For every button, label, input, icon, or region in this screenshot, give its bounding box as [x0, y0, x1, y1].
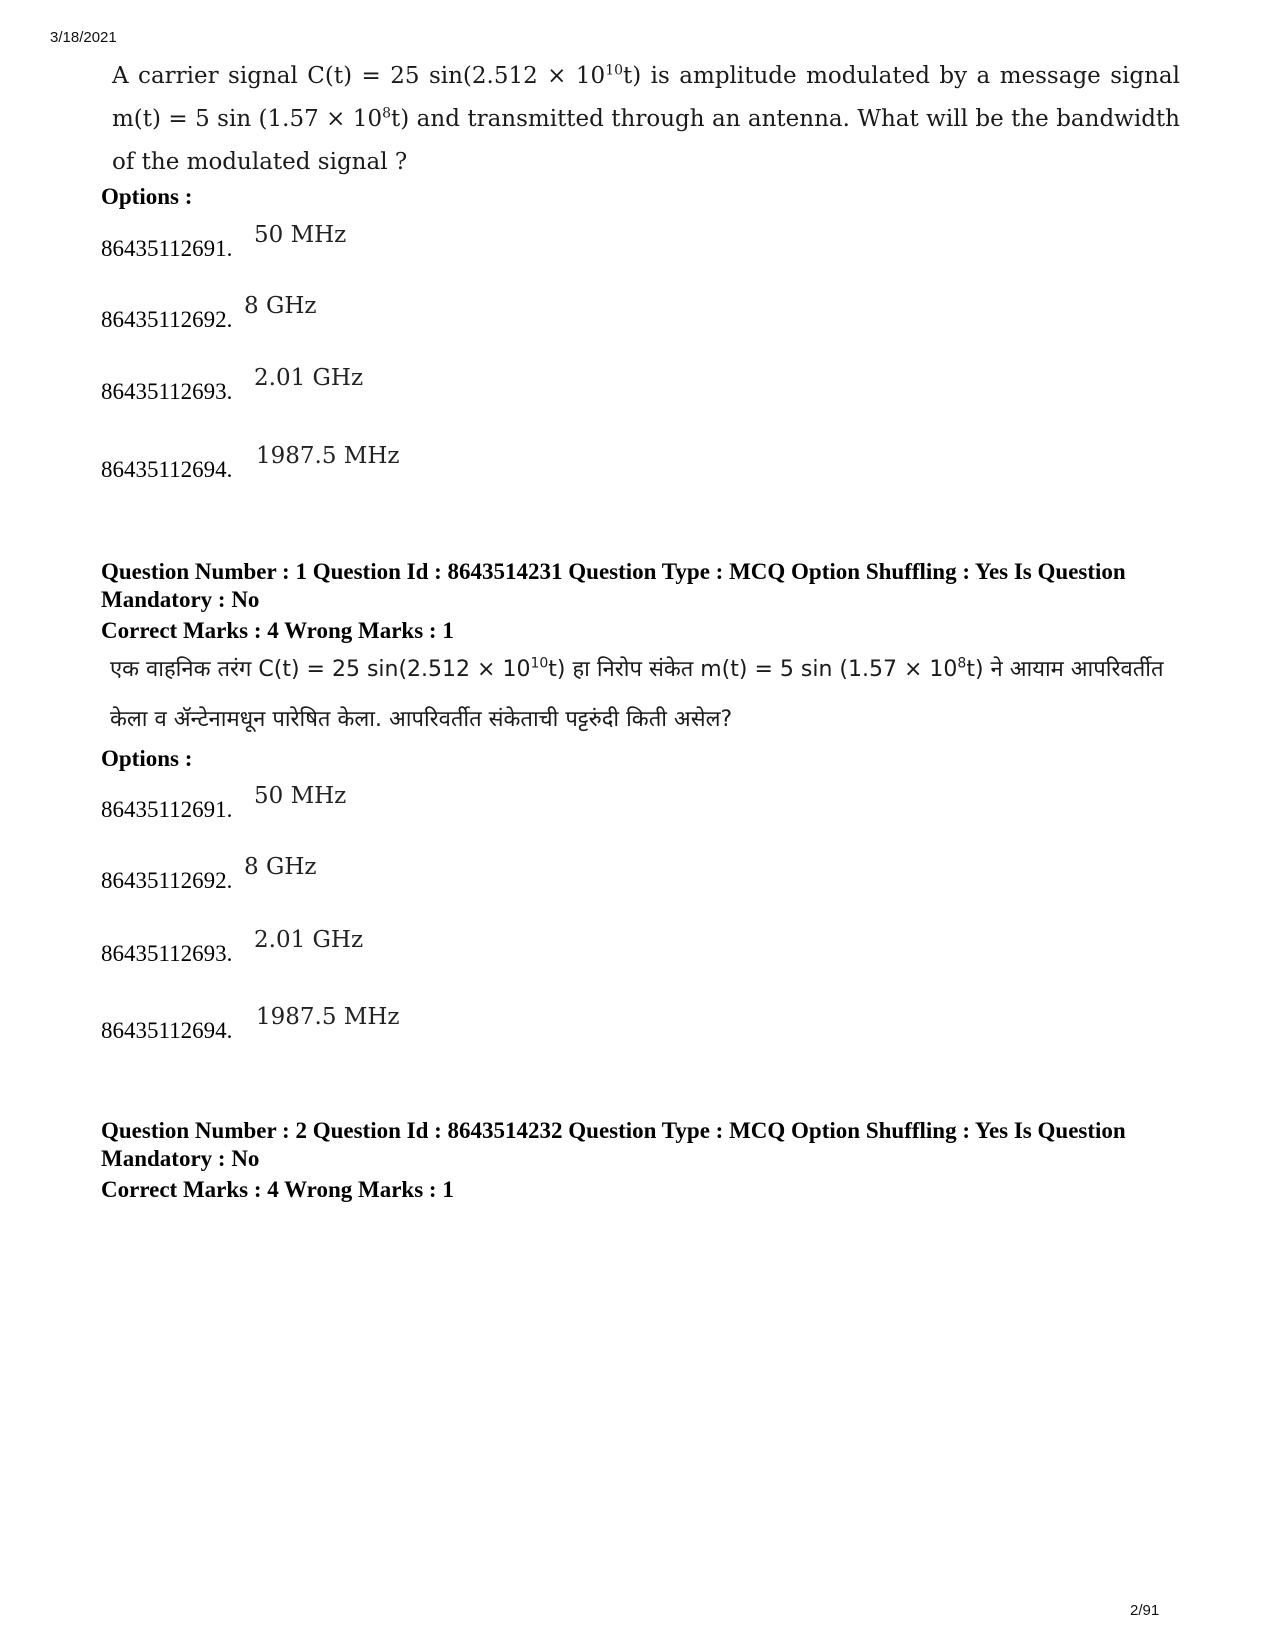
option-value: 50 MHz: [254, 783, 347, 809]
option-id: 86435112691.: [101, 797, 233, 822]
options-label: Options :: [101, 184, 193, 209]
print-date: 3/18/2021: [50, 29, 117, 46]
option-id: 86435112691.: [101, 236, 233, 261]
option-value: 8 GHz: [244, 293, 317, 319]
question-marks: Correct Marks : 4 Wrong Marks : 1: [101, 618, 454, 643]
option-id: 86435112694.: [101, 457, 233, 482]
option-id: 86435112693.: [101, 379, 233, 404]
option-id: 86435112693.: [101, 941, 233, 966]
options-label: Options :: [101, 746, 193, 771]
question-meta: Question Number : 1 Question Id : 8643514231 Question Type : MCQ Option Shuffling : Yes Is Question Mandatory : No: [101, 559, 1126, 612]
option-id: 86435112692.: [101, 307, 233, 332]
option-value: 2.01 GHz: [254, 927, 364, 953]
question-marks: Correct Marks : 4 Wrong Marks : 1: [101, 1177, 454, 1202]
page-number: 2/91: [1130, 1602, 1160, 1619]
question-text: एक वाहनिक तरंग C(t) = 25 $\sin(2.512 \times 10^{10}t)$ हा निरोप संकेत m(t) = 5 $\sin (1.57 \times 10^8t)$ ने आयाम आपरिवर्तीत केला व ॲन्टेनामधून पारेषित केला. आपरिवर्तीत संकेताची पट्टरुंदी किती असेल?: [110, 655, 1164, 732]
question-meta: Question Number : 2 Question Id : 8643514232 Question Type : MCQ Option Shuffling : Yes Is Question Mandatory : No: [101, 1118, 1126, 1171]
option-id: 86435112694.: [101, 1018, 233, 1043]
option-value: 50 MHz: [254, 222, 347, 248]
option-id: 86435112692.: [101, 868, 233, 893]
option-value: 1987.5 MHz: [256, 443, 400, 469]
option-value: 1987.5 MHz: [256, 1004, 400, 1030]
option-value: 8 GHz: [244, 854, 317, 880]
option-value: 2.01 GHz: [254, 365, 364, 391]
question-text: A carrier signal C(t) = 25 $\sin(2.512 \times 10^{10}t)$ is amplitude modulated by a message signal m(t) = 5 $\sin (1.57 \times 10^8t)$ and transmitted through an antenna. What will be the bandwidth of the modulated signal ?: [112, 62, 1180, 175]
